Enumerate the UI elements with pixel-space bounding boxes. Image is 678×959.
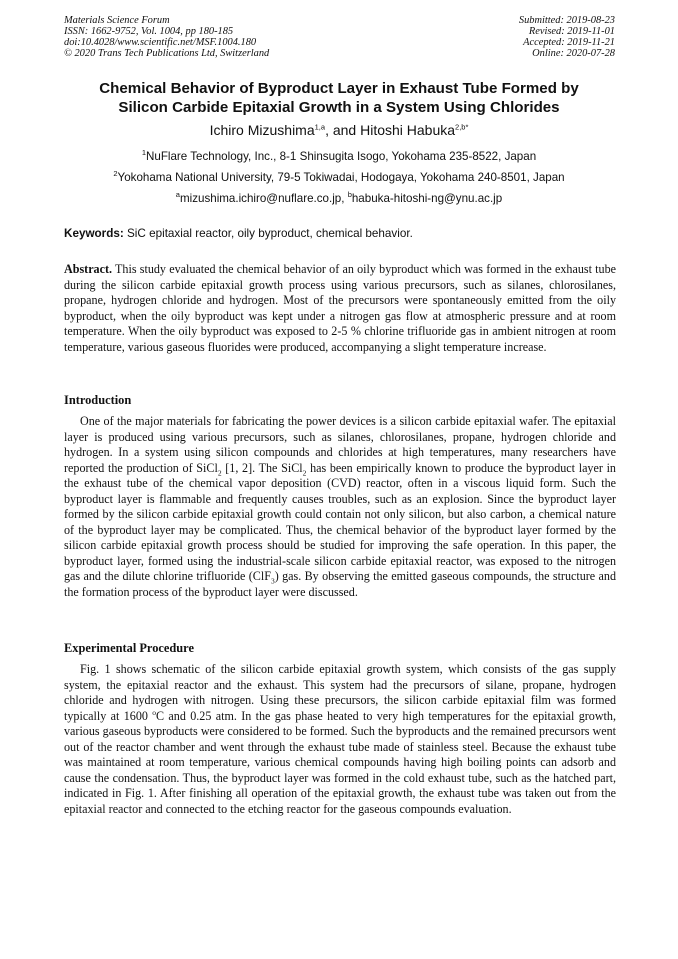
keywords-label: Keywords: xyxy=(64,227,124,240)
date-online: Online: 2020-07-28 xyxy=(532,48,615,59)
introduction-paragraph xyxy=(64,414,616,600)
date-revised: Revised: 2019-11-01 xyxy=(528,26,615,37)
affiliation-2-sup: 2 xyxy=(113,169,118,179)
introduction-heading: Introduction xyxy=(64,393,132,407)
title-line-2: Silicon Carbide Epitaxial Growth in a System Using Chlorides xyxy=(118,98,560,116)
intro-sub-3: 3 xyxy=(270,576,275,586)
exp-sup-1: o xyxy=(152,707,156,717)
keywords xyxy=(64,226,616,241)
affiliation-2 xyxy=(40,171,638,185)
author-1: Ichiro Mizushima xyxy=(209,122,315,138)
author-2: Hitoshi Habuka xyxy=(360,122,456,138)
email-b-sup: b xyxy=(347,190,352,200)
abstract-text: This study evaluated the chemical behavior of an oily byproduct which was formed in the exhaust tube during the silicon carbide epitaxial growth process using various precursors, such as silanes, chlorosilanes, propane, hydrogen chloride and hydrogen. Most of the precursors were spontaneously emitted from the oily byproduct, when the oily byproduct was kept under a nitrogen gas flow at atmospheric pressure and at room temperature. When the oily byproduct was exposed to 2-5 % chlorine trifluoride gas in ambient nitrogen at room temperature, various gaseous fluorides were produced, accompanying a slight temperature increase. xyxy=(64,262,616,354)
journal-info xyxy=(64,15,269,59)
date-accepted: Accepted: 2019-11-21 xyxy=(523,37,615,48)
abstract xyxy=(64,262,616,355)
keywords-text: SiC epitaxial reactor, oily byproduct, chemical behavior. xyxy=(123,227,413,240)
affiliation-1 xyxy=(40,150,638,164)
exp-text-2: C and 0.25 atm. In the gas phase heated to very high temperatures for the epitaxial growth, various gaseous byproducts were considered to be formed. Such the byproducts and the remained precursors went out of the reactor chamber and went through the exhaust tube made of stainless steel. Because the exhaust tube was maintained at room temperature, various chemical compounds having high boiling points can adsorb and cause the condensation. Thus, the byproduct layer was formed in the cold exhaust tube, such as the hatched part, indicated in Fig. 1. After finishing all operation of the epitaxial growth, the exhaust tube was taken out from the epitaxial reactor and connected to the etching reactor for the gaseous compounds evaluation. xyxy=(64,708,616,816)
affiliation-1-sup: 1 xyxy=(141,148,146,158)
intro-text-1: One of the major materials for fabricating the power devices is a silicon carbide epitaxial wafer. The epitaxial layer is produced using various precursors, such as silanes, chlorosilanes, propane, hydrogen chloride and hydrogen. In a system using silicon compounds and chlorides at high temperatures, many researchers have reported the production of SiCl xyxy=(64,414,616,475)
journal-copyright: © 2020 Trans Tech Publications Ltd, Switzerland xyxy=(64,48,270,59)
intro-text-4: ) gas. By observing the emitted gaseous compounds, the structure and the formation process of the byproduct layer were discussed. xyxy=(64,569,616,599)
author-list xyxy=(40,121,638,139)
journal-issn: ISSN: 1662-9752, Vol. 1004, pp 180-185 xyxy=(64,26,234,37)
email-a[interactable]: mizushima.ichiro@nuflare.co.jp xyxy=(179,192,342,205)
journal-name: Materials Science Forum xyxy=(64,15,170,26)
intro-text-3: has been empirically known to produce the byproduct layer in the exhaust tube of the chemical vapor deposition (CVD) reactor, often in a viscous liquid form. Such the byproduct layer is flammable and frequently causes troubles, such as an explosion. Since the byproduct layer formed by the silicon carbide epitaxial growth could contain not only silicon, but also carbon, a chemical nature of the byproduct layer may be complicated. Thus, the chemical behavior of the byproduct layer formed by the silicon carbide epitaxial growth process should be studied for improving the safe operation. In this paper, the byproduct layer, formed using the industrial-scale silicon carbide epitaxial reactor, was exposed to the nitrogen gas and the dilute chlorine trifluoride (ClF xyxy=(64,460,616,583)
paper-title xyxy=(40,80,638,117)
intro-sub-2: 2 xyxy=(302,467,307,477)
affiliation-2-text: Yokohama National University, 79-5 Tokiwadai, Hodogaya, Yokohama 240-8501, Japan xyxy=(117,171,565,184)
email-b[interactable]: habuka-hitoshi-ng@ynu.ac.jp xyxy=(351,192,503,205)
abstract-label: Abstract. xyxy=(64,262,113,276)
experimental-heading: Experimental Procedure xyxy=(64,641,194,655)
affiliation-1-text: NuFlare Technology, Inc., 8-1 Shinsugita Isogo, Yokohama 235-8522, Japan xyxy=(146,150,537,163)
exp-text-1: Fig. 1 shows schematic of the silicon carbide epitaxial growth system, which consists of the gas supply system, the epitaxial reactor and the exhaust. This system had the precursors of silane, propane, hydrogen chloride and hydrogen with nitrogen. Using these precursors, the silicon carbide epitaxial film was formed typically at 1600 xyxy=(64,662,616,723)
email-separator: , xyxy=(341,192,348,205)
intro-sub-1: 2 xyxy=(217,467,222,477)
publication-dates xyxy=(519,15,615,59)
author-1-sup: 1,a xyxy=(314,122,326,132)
experimental-paragraph xyxy=(64,662,616,817)
title-line-1: Chemical Behavior of Byproduct Layer in Exhaust Tube Formed by xyxy=(99,80,579,97)
author-joiner: , and xyxy=(325,122,361,138)
journal-doi: doi:10.4028/www.scientific.net/MSF.1004.180 xyxy=(64,37,257,48)
intro-text-2: [1, 2]. The SiCl xyxy=(221,460,303,475)
email-line xyxy=(40,192,638,206)
date-submitted: Submitted: 2019-08-23 xyxy=(518,15,615,26)
author-2-sup: 2,b* xyxy=(455,122,469,132)
email-a-sup: a xyxy=(175,190,180,200)
